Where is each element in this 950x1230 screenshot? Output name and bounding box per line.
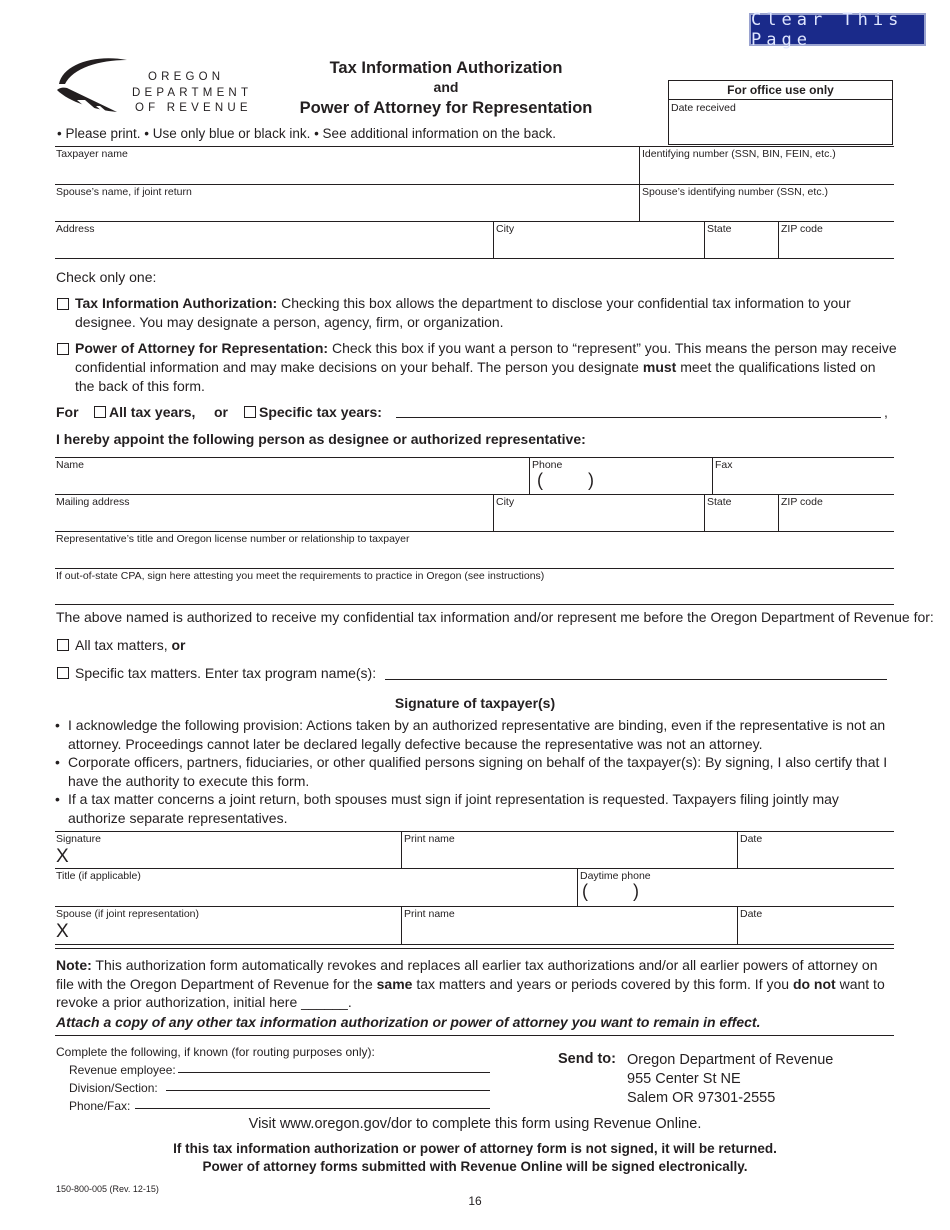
note-text: tax matters and years or periods covered by this form. If you	[412, 975, 793, 992]
poa-option-text	[75, 339, 897, 396]
rep-city-field[interactable]	[493, 495, 704, 532]
form-title-and: and	[433, 79, 459, 95]
taxpayer-id-label: Identifying number (SSN, BIN, FEIN, etc.)	[642, 148, 836, 160]
divider	[55, 948, 894, 949]
spouse-print-name-label: Print name	[404, 908, 455, 920]
signature-x-mark: X	[56, 846, 69, 867]
rep-fax-field[interactable]	[712, 457, 894, 495]
rep-state-label: State	[707, 496, 732, 508]
address-line: 955 Center St NE	[627, 1071, 741, 1087]
signer-title-field[interactable]	[55, 869, 577, 907]
specific-tax-matters-checkbox[interactable]	[57, 667, 69, 679]
taxpayer-address-field[interactable]	[55, 222, 493, 259]
routing-heading: Complete the following, if known (for routing purposes only):	[56, 1045, 375, 1059]
rep-title-field[interactable]	[55, 532, 894, 569]
tia-checkbox[interactable]	[57, 298, 69, 310]
address-label: Address	[56, 223, 95, 235]
unsigned-warning: If this tax information authorization or power of attorney form is not signed, it will be returned.	[173, 1141, 777, 1156]
divider	[55, 1035, 894, 1036]
all-tax-years-checkbox[interactable]	[94, 406, 106, 418]
rep-fax-label: Fax	[715, 459, 733, 471]
daytime-phone-label: Daytime phone	[580, 870, 651, 882]
rep-phone-area-code: ( )	[537, 470, 594, 490]
date-label: Date	[740, 833, 763, 845]
rep-zip-label: ZIP code	[781, 496, 823, 508]
rep-mailing-field[interactable]	[55, 495, 493, 532]
divider	[55, 944, 894, 945]
routing-division-row	[56, 1079, 375, 1097]
poa-option-title: Power of Attorney for Representation:	[75, 340, 329, 356]
tia-option-text	[75, 294, 897, 332]
logo-line-1: OREGON	[148, 71, 225, 83]
tia-option-description: Checking this box allows the department to disclose your confidential tax information to your designee. You may designate a person, agency, firm, or organization.	[75, 295, 851, 330]
all-tax-matters-text	[75, 636, 185, 655]
poa-option-description: Check this box if you want a person to “represent” you. This means the person may receive confidential information and may make decisions on your behalf. The person you designate	[75, 340, 897, 375]
form-number: 150-800-005 (Rev. 12-15)	[56, 1184, 159, 1194]
office-use-box	[668, 80, 893, 145]
all-tax-matters-label: All tax matters,	[75, 637, 172, 653]
cpa-signature-label: If out-of-state CPA, sign here attesting you meet the requirements to practice in Oregon (see instructions)	[56, 570, 545, 582]
routing-phone-row	[56, 1097, 375, 1115]
for-label: For	[56, 404, 79, 420]
note-text: want to revoke a prior authorization, initial here ______.	[56, 975, 885, 1010]
note-do-not: do not	[792, 975, 836, 992]
taxpayer-signature-field[interactable]	[55, 831, 401, 869]
spouse-date-field[interactable]	[737, 907, 894, 944]
rep-zip-field[interactable]	[778, 495, 894, 532]
title-label: Title (if applicable)	[56, 870, 141, 882]
spouse-id-field[interactable]	[639, 185, 894, 222]
revenue-employee-input[interactable]	[178, 1072, 490, 1073]
provision-item: • If a tax matter concerns a joint return, both spouses must sign if joint representation is requested. Taxpayers filing jointly may authorize separate representatives.	[55, 790, 897, 827]
all-tax-years-label: All tax years,	[109, 404, 196, 420]
note-text: This authorization form automatically revokes and replaces all earlier tax authorizations and/or all earlier powers of attorney on file with the Oregon Department of Revenue for the	[56, 957, 878, 992]
taxpayer-city-field[interactable]	[493, 222, 704, 259]
taxpayer-state-field[interactable]	[704, 222, 778, 259]
form-title: Tax Information Authorization	[329, 59, 563, 77]
phone-fax-input[interactable]	[135, 1108, 490, 1109]
specific-tax-years-checkbox[interactable]	[244, 406, 256, 418]
specific-tax-matters-label: Specific tax matters. Enter tax program name(s):	[75, 665, 377, 681]
authorized-statement: The above named is authorized to receive my confidential tax information and/or represent me before the Oregon Department of Revenue for:	[56, 609, 934, 625]
daytime-phone-field[interactable]	[577, 869, 894, 907]
tax-program-input[interactable]	[385, 679, 887, 680]
specific-tax-years-label: Specific tax years:	[259, 404, 382, 420]
send-to-label: Send to:	[558, 1051, 616, 1067]
address-line: Salem OR 97301-2555	[627, 1090, 776, 1106]
note-paragraph	[56, 956, 898, 1012]
specific-tax-years-input[interactable]	[396, 417, 881, 418]
taxpayer-zip-field[interactable]	[778, 222, 894, 259]
all-tax-matters-checkbox[interactable]	[57, 639, 69, 651]
form-subtitle: Power of Attorney for Representation	[299, 99, 593, 117]
city-label: City	[496, 223, 515, 235]
address-line: Oregon Department of Revenue	[627, 1052, 834, 1068]
spouse-date-label: Date	[740, 908, 763, 920]
provision-item: • Corporate officers, partners, fiduciaries, or other qualified persons signing on behalf of the taxpayer(s): By signing, I also certify that I have the authority to execute this form.	[55, 753, 897, 790]
note-label: Note:	[56, 957, 92, 973]
spouse-signature-x-mark: X	[56, 921, 69, 942]
years-comma: ,	[884, 404, 888, 420]
rep-mailing-label: Mailing address	[56, 496, 130, 508]
page-number: 16	[468, 1194, 482, 1208]
instructions-line: • Please print. • Use only blue or black ink. • See additional information on the back.	[57, 126, 556, 141]
provision-item: • I acknowledge the following provision: Actions taken by an authorized representative are binding, even if the representative is not an attorney. Proceedings cannot later be declared legally defective because the representative was not an attorney.	[55, 716, 897, 753]
date-received-label: Date received	[671, 102, 736, 114]
routing-employee-row	[56, 1061, 375, 1079]
rep-state-field[interactable]	[704, 495, 778, 532]
taxpayer-name-label: Taxpayer name	[56, 148, 128, 160]
print-name-label: Print name	[404, 833, 455, 845]
electronic-signature-note: Power of attorney forms submitted with Revenue Online will be signed electronically.	[202, 1159, 748, 1174]
logo-line-3: OF REVENUE	[135, 102, 252, 114]
clear-page-button[interactable]: Clear This Page	[749, 13, 926, 46]
appoint-heading: I hereby appoint the following person as designee or authorized representative:	[56, 431, 586, 447]
tia-option-title: Tax Information Authorization:	[75, 295, 278, 311]
signature-label: Signature	[56, 833, 101, 845]
rep-phone-label: Phone	[532, 459, 563, 471]
taxpayer-name-field[interactable]	[55, 146, 639, 185]
all-tax-matters-or: or	[171, 637, 186, 653]
signature-heading: Signature of taxpayer(s)	[394, 695, 556, 711]
division-input[interactable]	[166, 1090, 490, 1091]
poa-checkbox[interactable]	[57, 343, 69, 355]
division-label: Division/Section:	[69, 1081, 158, 1095]
cpa-signature-field[interactable]	[55, 569, 894, 605]
spouse-name-field[interactable]	[55, 185, 639, 222]
state-label: State	[707, 223, 732, 235]
signature-provisions	[55, 716, 897, 827]
check-only-one-label: Check only one:	[56, 269, 157, 285]
zip-label: ZIP code	[781, 223, 823, 235]
routing-block	[56, 1043, 375, 1115]
office-use-heading: For office use only	[669, 81, 892, 100]
rep-title-label: Representative’s title and Oregon license number or relationship to taxpayer	[56, 533, 410, 545]
spouse-print-name-field[interactable]	[401, 907, 737, 944]
attach-instruction: Attach a copy of any other tax information authorization or power of attorney you want to remain in effect.	[56, 1014, 761, 1030]
rep-phone-field[interactable]	[529, 457, 712, 495]
spouse-signature-label: Spouse (if joint representation)	[56, 908, 199, 920]
poa-option-description-end: meet the qualifications listed on the back of this form.	[75, 359, 876, 394]
phone-fax-label: Phone/Fax:	[69, 1099, 131, 1113]
spouse-id-label: Spouse’s identifying number (SSN, etc.)	[642, 186, 828, 198]
rep-name-label: Name	[56, 459, 85, 471]
spouse-name-label: Spouse’s name, if joint return	[56, 186, 192, 198]
rep-city-label: City	[496, 496, 515, 508]
send-to-address	[627, 1051, 833, 1108]
spouse-signature-field[interactable]	[55, 907, 401, 944]
rep-name-field[interactable]	[55, 457, 529, 495]
poa-must: must	[642, 359, 677, 375]
revenue-employee-label: Revenue employee:	[69, 1063, 176, 1077]
note-same: same	[376, 975, 413, 992]
taxpayer-print-name-field[interactable]	[401, 831, 737, 869]
taxpayer-date-field[interactable]	[737, 831, 894, 869]
years-or-label: or	[214, 404, 228, 420]
daytime-phone-area-code: ( )	[582, 881, 639, 901]
taxpayer-id-field[interactable]	[639, 146, 894, 185]
logo-line-2: DEPARTMENT	[132, 86, 253, 99]
revenue-online-note: Visit www.oregon.gov/dor to complete this form using Revenue Online.	[248, 1116, 702, 1132]
